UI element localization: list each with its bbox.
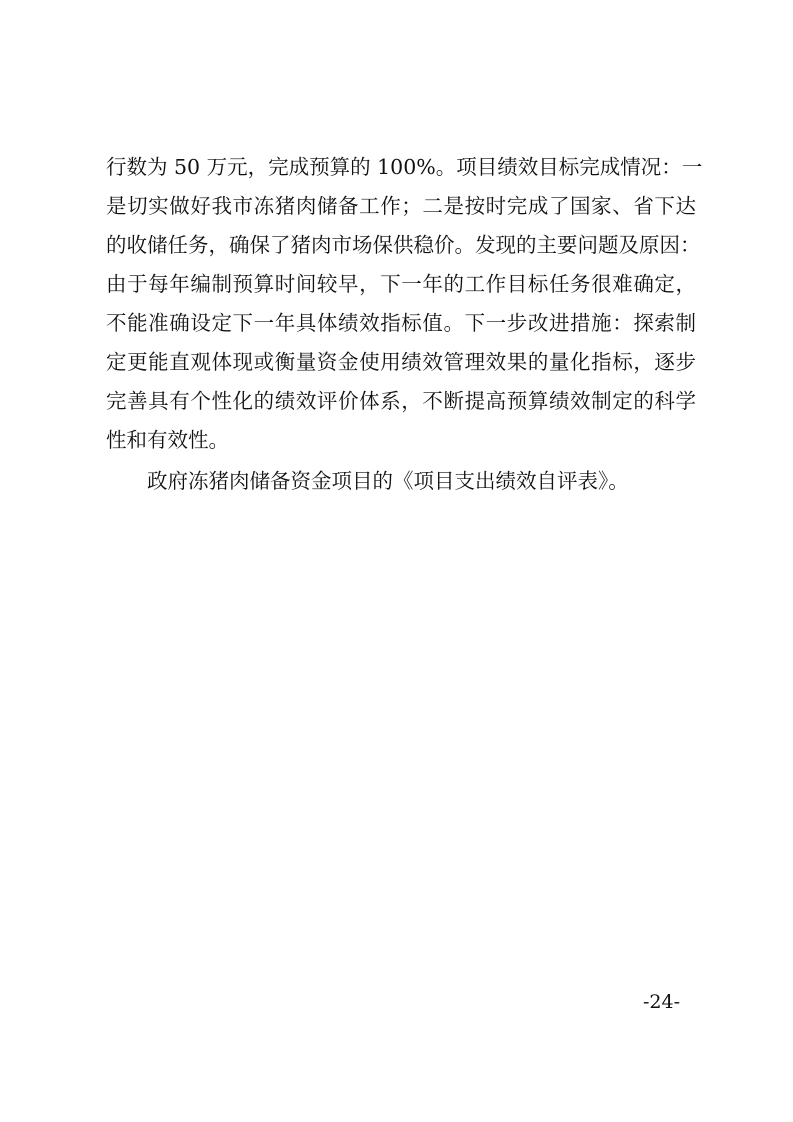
text-line: 不能准确设定下一年具体绩效指标值。下一步改进措施：探索制 xyxy=(106,311,696,335)
text-line: 性和有效性。 xyxy=(106,428,229,452)
text-line: 是切实做好我市冻猪肉储备工作；二是按时完成了国家、省下达 xyxy=(106,194,696,218)
paragraph-1 xyxy=(106,148,703,460)
text-line: 由于每年编制预算时间较早，下一年的工作目标任务很难确定， xyxy=(106,272,696,296)
page-number: -24- xyxy=(643,991,681,1013)
text-line: 的收储任务，确保了猪肉市场保供稳价。发现的主要问题及原因： xyxy=(106,233,701,257)
text-line: 行数为 50 万元，完成预算的 100%。项目绩效目标完成情况：一 xyxy=(106,155,703,179)
text-line: 定更能直观体现或衡量资金使用绩效管理效果的量化指标，逐步 xyxy=(106,350,696,374)
paragraph-2: 政府冻猪肉储备资金项目的《项目支出绩效自评表》。 xyxy=(147,469,629,493)
text-line: 完善具有个性化的绩效评价体系，不断提高预算绩效制定的科学 xyxy=(106,389,696,413)
body-text xyxy=(106,148,703,501)
